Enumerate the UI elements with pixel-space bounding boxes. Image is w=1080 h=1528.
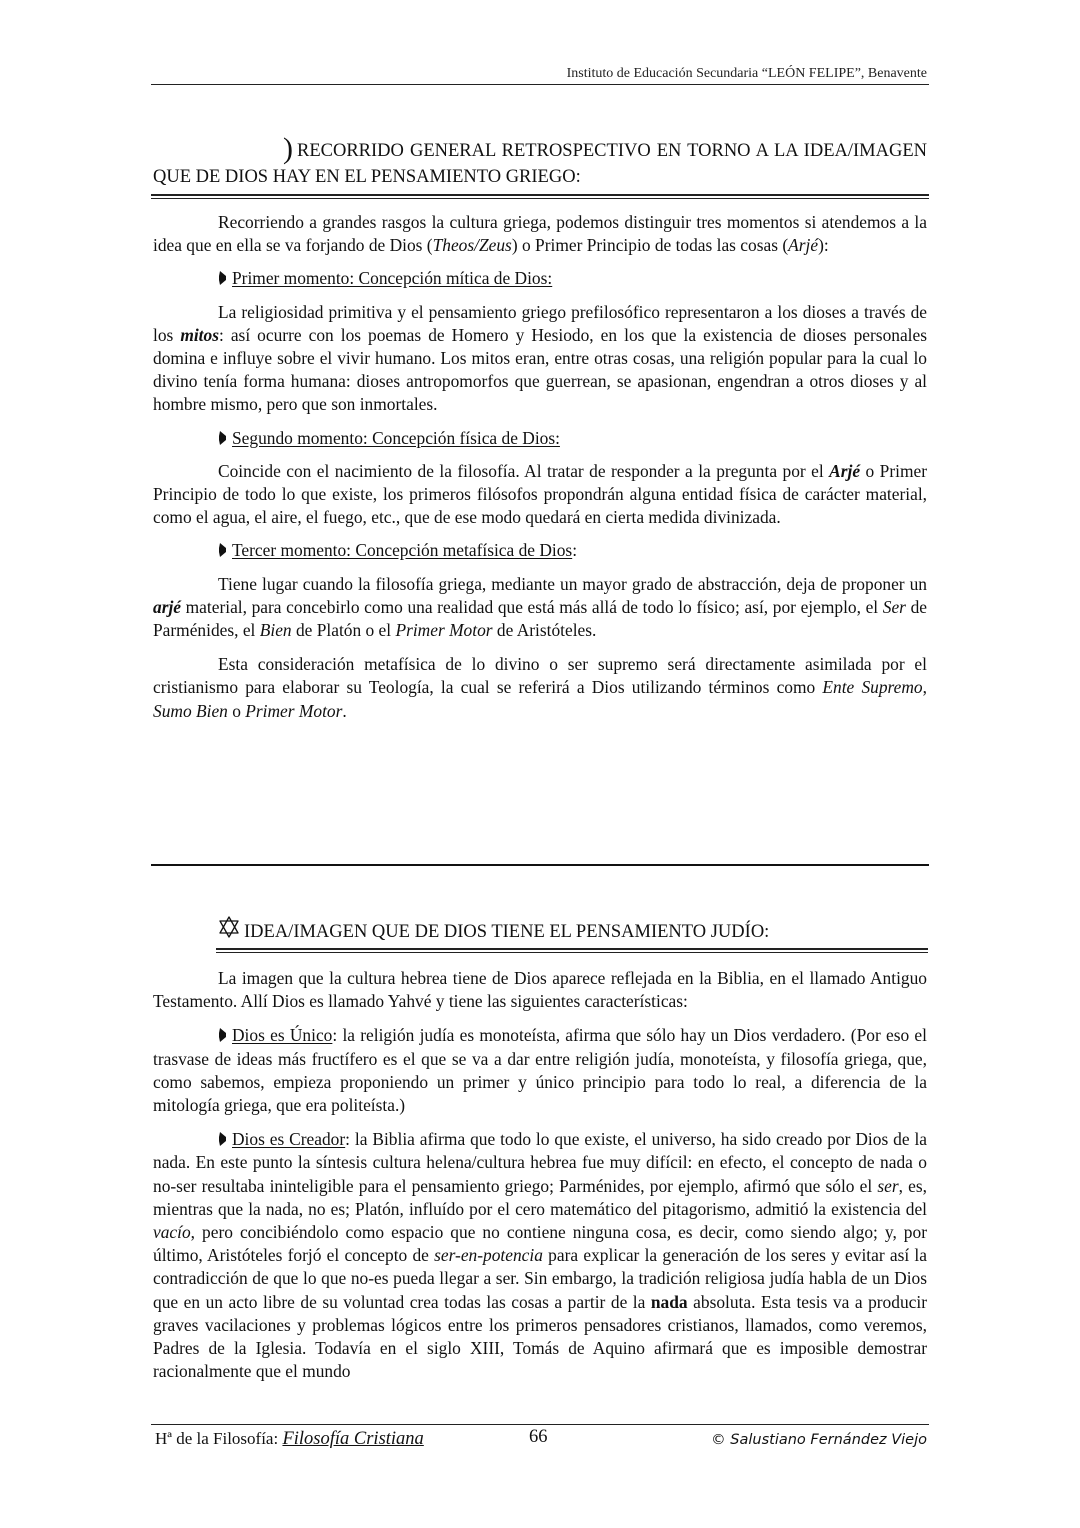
bullet-icon — [218, 431, 227, 445]
section-greek-thought — [153, 132, 927, 723]
moment-heading-3: Tercer momento: Concepción metafísica de Dios: — [153, 539, 927, 562]
moment-paragraph-3: Tiene lugar cuando la filosofía griega, mediante un mayor grado de abstracción, deja de proponer un arjé material, para concebirlo como una realidad que está más allá de todo lo físico; así, por ejemplo, el Ser de Parménides, el Bien de Platón o el Primer Motor de Aristóteles. — [153, 573, 927, 641]
bullet-icon — [218, 1132, 227, 1146]
right-parenthesis-icon: ) — [283, 132, 293, 165]
footer-rule — [151, 1424, 929, 1425]
trait-paragraph-2: Dios es Creador: la Biblia afirma que todo lo que existe, el universo, ha sido creado por Dios de la nada. En este punto la síntesis cultura helena/cultura hebrea fue muy difícil: en efecto, el concepto de nada o no-ser resultaba ininteligible para el pensamiento griego; Parménides, por ejemplo, afirmó que sólo el ser, es, mientras que la nada, no es; Platón, influído por el cero matemático del pitagorismo, admitió la existencia del vacío, pero concibiéndolo como espacio que no contiene ninguna cosa, es decir, como siendo algo; y, por último, Aristóteles forjó el concepto de ser-en-potencia para explicar la generación de los seres y evitar así la contradicción de que lo que no-es pueda llegar a ser. Sin embargo, la tradición religiosa judía habla de un Dios que en un acto libre de su voluntad crea todas las cosas a partir de la nada absoluta. Esta tesis va a producir graves vacilaciones y problemas lógicos entre los primeros pensadores cristianos, llamados, como veremos, Padres de la Iglesia. Todavía en el siglo XIII, Tomás de Aquino afirmará que es imposible demostrar racionalmente que el mundo — [153, 1129, 927, 1382]
intro-paragraph: Recorriendo a grandes rasgos la cultura griega, podemos distinguir tres momentos si atendemos a la idea que en ella se va forjando de Dios (Theos/Zeus) o Primer Principio de todas las cosas (Arjé): — [153, 212, 927, 256]
moment-heading-1: Primer momento: Concepción mítica de Dios: — [153, 267, 927, 290]
section-jewish-thought — [153, 916, 927, 1383]
footer-course-title: Filosofía Cristiana — [282, 1429, 424, 1449]
jewish-intro-paragraph: La imagen que la cultura hebrea tiene de Dios aparece reflejada en la Biblia, en el llamado Antiguo Testamento. Allí Dios es llamado Yahvé y tiene las siguientes características: — [153, 968, 927, 1012]
bullet-icon — [218, 271, 227, 285]
moment-paragraph-1: La religiosidad primitiva y el pensamiento griego prefilosófico representaron a los dioses a través de los mitos: así ocurre con los poemas de Homero y Hesiodo, en los que la existencia de dioses personales domina e influye sobre el vivir humano. Los mitos eran, entre otras cosas, una religión popular para la cual lo divino tenía forma humana: dioses antropomorfos que guerrean, se apasionan, engendran a otros dioses y al hombre mismo, pero que son inmortales. — [153, 301, 927, 415]
bullet-icon — [218, 543, 227, 557]
title-double-rule — [151, 194, 929, 199]
page-number: 66 — [529, 1427, 548, 1447]
moment-paragraph-2: Coincide con el nacimiento de la filosofía. Al tratar de responder a la pregunta por el Arjé o Primer Principio de todo lo que existe, los primeros filósofos propondrán alguna entidad física de carácter material, como el agua, el aire, el fuego, etc., que de ese modo quedará en cierta medida divinizada. — [153, 460, 927, 528]
bullet-icon — [218, 1028, 227, 1042]
title-double-rule — [216, 948, 928, 953]
footer-copyright: © Salustiano Fernández Viejo — [711, 1432, 927, 1448]
section-divider — [151, 864, 929, 866]
page-header: Instituto de Educación Secundaria “LEÓN FELIPE”, Benavente — [566, 66, 927, 81]
star-of-david-icon — [218, 916, 240, 938]
trait-paragraph-1: Dios es Único: la religión judía es monoteísta, afirma que sólo hay un Dios verdadero. (Por eso el trasvase de ideas más fructífero es el que se va a dar entre religión judía, monoteísta, y filosofía griega, que, como sabemos, empieza proponiendo un primer y único principio para todo lo real, a diferencia de la mitología griega, que era politeísta.) — [153, 1025, 927, 1116]
closing-paragraph: Esta consideración metafísica de lo divino o ser supremo será directamente asimilada por el cristianismo para elaborar su Teología, la cual se referirá a Dios utilizando términos como Ente Supremo, Sumo Bien o Primer Motor. — [153, 654, 927, 721]
section-title: IDEA/IMAGEN QUE DE DIOS TIENE EL PENSAMIENTO JUDÍO: — [153, 916, 927, 945]
header-rule — [151, 84, 929, 85]
moment-heading-2: Segundo momento: Concepción física de Dios: — [153, 427, 927, 450]
section-title: ) RECORRIDO GENERAL RETROSPECTIVO EN TORNO A LA IDEA/IMAGEN QUE DE DIOS HAY EN EL PENSAMIENTO GRIEGO: — [153, 132, 927, 187]
footer-course: Hª de la Filosofía: Filosofía Cristiana — [155, 1429, 424, 1449]
